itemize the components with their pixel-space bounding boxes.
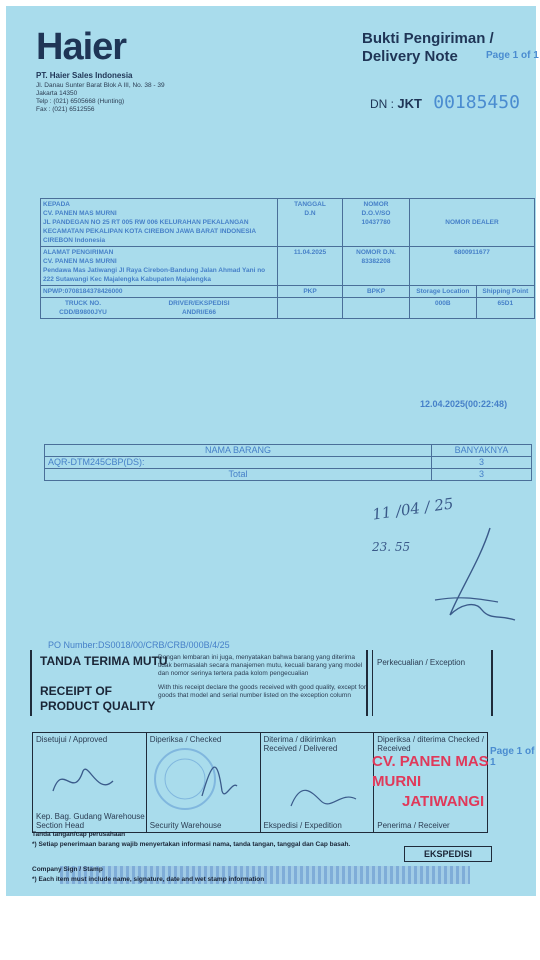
items-table bbox=[44, 444, 532, 481]
ekspedisi-box: EKSPEDISI bbox=[404, 846, 492, 862]
item-name: AQR-DTM245CBP(DS): bbox=[45, 457, 432, 469]
page-indicator-bottom: Page 1 of 1 bbox=[490, 746, 535, 768]
order-number-value: 10437780 bbox=[361, 219, 391, 226]
handwritten-signature bbox=[420, 520, 530, 640]
checked-cell bbox=[146, 733, 260, 833]
shipment-info-table bbox=[40, 198, 535, 319]
dealer-number-value: 6800911677 bbox=[410, 247, 535, 286]
shipping-point-label: Shipping Point bbox=[476, 286, 534, 298]
company-address bbox=[36, 82, 165, 114]
footer-note-en: *) Each item must include name, signature, date and wet stamp information bbox=[32, 876, 265, 883]
warehouse-stamp bbox=[147, 741, 247, 811]
quality-receipt-box bbox=[30, 650, 368, 716]
title-line: Bukti Pengiriman / bbox=[362, 30, 494, 47]
bpkp-value bbox=[343, 298, 410, 319]
item-name-header: NAMA BARANG bbox=[45, 445, 432, 457]
truck-label: TRUCK NO. bbox=[64, 300, 102, 307]
order-number-label: NOMOR bbox=[363, 201, 389, 208]
total-label: Total bbox=[45, 469, 432, 481]
shipping-address-name: CV. PANEN MAS MURNI bbox=[43, 258, 117, 265]
dn-number-cell bbox=[343, 247, 410, 286]
expedition-signature bbox=[271, 761, 371, 821]
received-label: Diterima / dikirimkan Received / Delivered bbox=[263, 735, 338, 753]
dn-label: DN : bbox=[370, 97, 394, 111]
stamp-line: JATIWANGI bbox=[402, 793, 485, 810]
bpkp-cell: BPKP bbox=[343, 286, 410, 298]
truck-driver-cell bbox=[41, 298, 278, 319]
date-value: 11.04.2025 bbox=[278, 247, 343, 286]
dn-prefix: JKT bbox=[397, 96, 422, 111]
recipient-address: JL PANDEGAN NO 25 RT 005 RW 006 KELURAHAN PEKALANGAN KECAMATAN PEKALIPAN KOTA CIREBON JAWA BARAT INDONESIA CIREBON Indonesia bbox=[43, 219, 256, 244]
document-title bbox=[362, 30, 494, 66]
pkp-value bbox=[278, 298, 343, 319]
recipient-cell bbox=[41, 199, 278, 247]
shipping-point-value: 65D1 bbox=[476, 298, 534, 319]
haier-logo: Haier bbox=[36, 26, 127, 68]
order-number-sublabel: D.O.V/SO bbox=[361, 210, 391, 217]
address-line: Jakarta 14350 bbox=[36, 90, 78, 97]
page-indicator: Page 1 of 1 bbox=[486, 50, 539, 61]
footer-note-id: *) Setiap penerimaan barang wajib menyertakan informasi nama, tanda tangan, tanggal dan Cap basah. bbox=[32, 841, 351, 848]
checked-label: Diperiksa / Checked bbox=[149, 735, 222, 744]
item-qty-header: BANYAKNYA bbox=[432, 445, 532, 457]
dn-number: 00185450 bbox=[433, 92, 520, 113]
exception-label: Perkecualian / Exception bbox=[377, 658, 466, 667]
truck-value: CDD/B9800JYU bbox=[59, 309, 107, 316]
received-role: Ekspedisi / Expedition bbox=[263, 821, 342, 830]
pkp-cell: PKP bbox=[278, 286, 343, 298]
dn-number-row bbox=[370, 92, 520, 113]
table-row bbox=[45, 457, 532, 469]
receipt-text-en: With this receipt declare the goods received with good quality, except for goods that model and serial number listed on the exception column bbox=[158, 684, 366, 699]
stamp-line: CV. PANEN MAS MURNI bbox=[372, 753, 489, 790]
received-cell bbox=[260, 733, 374, 833]
npwp-cell: NPWP:0708184378426000 bbox=[41, 286, 278, 298]
total-qty: 3 bbox=[432, 469, 532, 481]
exception-box bbox=[372, 650, 493, 716]
checked-received-label: Diperiksa / diterima Checked / Received bbox=[377, 735, 484, 753]
po-number: PO Number:DS0018/00/CRB/CRB/000B/4/25 bbox=[48, 640, 230, 650]
recipient-label: KEPADA bbox=[43, 201, 70, 208]
order-number-cell bbox=[343, 199, 410, 247]
approved-label: Disetujui / Approved bbox=[36, 735, 108, 744]
date-sublabel: D.N bbox=[304, 210, 316, 217]
address-line: Fax : (021) 6512556 bbox=[36, 106, 95, 113]
item-qty: 3 bbox=[432, 457, 532, 469]
receipt-text-id: Dengan lembaran ini juga, menyatakan bahwa barang yang diterima tidak bermasalah secara manajemen mutu, kecuali barang yang model dan nomor serinya tertera pada kolom pengecualian bbox=[158, 654, 363, 677]
shipping-address-cell bbox=[41, 247, 278, 286]
storage-location-value: 000B bbox=[410, 298, 477, 319]
title-line: Delivery Note bbox=[362, 48, 458, 65]
receipt-title-en: RECEIPT OF PRODUCT QUALITY bbox=[40, 684, 156, 713]
receipt-title-id: TANDA TERIMA MUTU bbox=[40, 654, 168, 668]
dn-number-value: 83382208 bbox=[361, 258, 391, 265]
address-line: Jl. Danau Sunter Barat Blok A III, No. 38 - 39 bbox=[36, 82, 165, 89]
recipient-name: CV. PANEN MAS MURNI bbox=[43, 210, 117, 217]
handwritten-time: 23. 55 bbox=[372, 540, 411, 554]
print-timestamp: 12.04.2025(00:22:48) bbox=[420, 399, 508, 409]
dn-number-label: NOMOR D.N. bbox=[356, 249, 396, 256]
receiver-role: Penerima / Receiver bbox=[377, 821, 450, 830]
date-label: TANGGAL bbox=[294, 201, 326, 208]
company-sign-label: Company Sign / Stamp bbox=[32, 866, 103, 873]
driver-value: ANDRI/E66 bbox=[182, 309, 216, 316]
driver-label: DRIVER/EKSPEDISI bbox=[168, 300, 230, 307]
checked-role: Security Warehouse bbox=[149, 821, 222, 830]
dealer-number-header: NOMOR DEALER bbox=[410, 199, 535, 247]
company-name: PT. Haier Sales Indonesia bbox=[36, 71, 133, 80]
approver-signature bbox=[43, 751, 143, 811]
date-header-cell bbox=[278, 199, 343, 247]
approved-cell bbox=[33, 733, 147, 833]
stamp-note: Tanda tangan/cap perusahaan bbox=[32, 831, 126, 838]
handwritten-date: 11 /04 / 25 bbox=[371, 494, 455, 524]
shipping-address-label: ALAMAT PENGIRIMAN bbox=[43, 249, 114, 256]
shipping-address-text: Pendawa Mas Jatiwangi Jl Raya Cirebon-Bandung Jalan Ahmad Yani no 222 Sutawangi Kec Majalengka Kabupaten Majalengka bbox=[43, 267, 266, 283]
storage-location-label: Storage Location bbox=[410, 286, 477, 298]
approved-role: Kep. Bag. Gudang Warehouse Section Head bbox=[36, 812, 145, 830]
address-line: Telp : (021) 6505668 (Hunting) bbox=[36, 98, 125, 105]
